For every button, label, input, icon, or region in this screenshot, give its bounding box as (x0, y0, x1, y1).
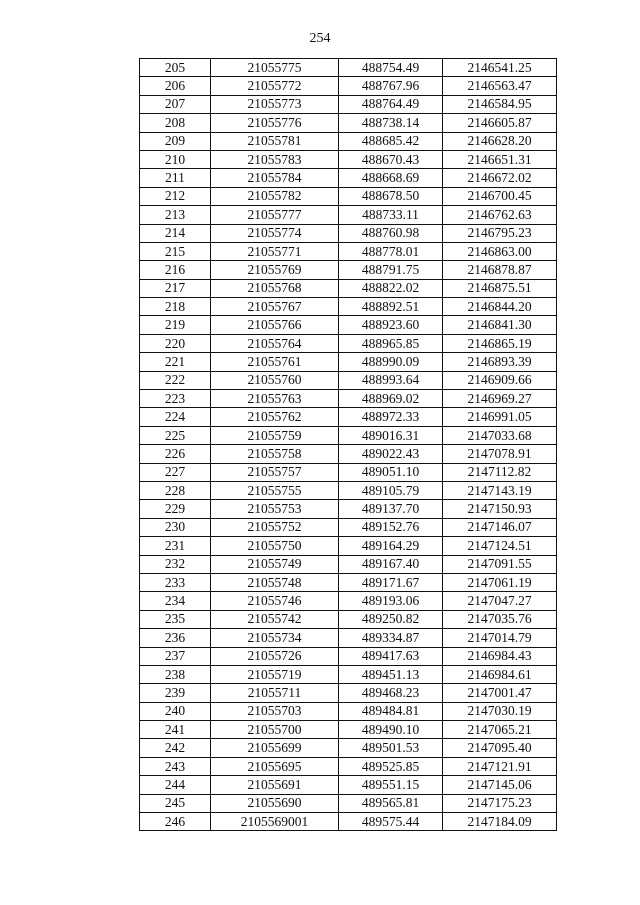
table-row (140, 757, 557, 775)
y-coordinate-cell: 2147150.93 (443, 500, 557, 518)
table-row (140, 629, 557, 647)
table-row (140, 279, 557, 297)
table-row (140, 573, 557, 591)
page-number: 254 (309, 31, 331, 46)
row-index-cell: 226 (140, 445, 211, 463)
y-coordinate-cell: 2147112.82 (443, 463, 557, 481)
row-index-cell: 220 (140, 334, 211, 352)
y-coordinate-cell: 2146893.39 (443, 353, 557, 371)
x-coordinate-cell: 488822.02 (339, 279, 443, 297)
row-index-cell: 239 (140, 684, 211, 702)
x-coordinate-cell: 488733.11 (339, 206, 443, 224)
table-row (140, 721, 557, 739)
y-coordinate-cell: 2146584.95 (443, 95, 557, 113)
code-cell: 21055719 (211, 665, 339, 683)
row-index-cell: 215 (140, 242, 211, 260)
x-coordinate-cell: 488754.49 (339, 59, 443, 77)
y-coordinate-cell: 2147033.68 (443, 426, 557, 444)
code-cell: 21055695 (211, 757, 339, 775)
code-cell: 21055699 (211, 739, 339, 757)
row-index-cell: 219 (140, 316, 211, 334)
code-cell: 21055700 (211, 721, 339, 739)
code-cell: 2105569001 (211, 813, 339, 831)
y-coordinate-cell: 2147030.19 (443, 702, 557, 720)
row-index-cell: 222 (140, 371, 211, 389)
x-coordinate-cell: 489451.13 (339, 665, 443, 683)
row-index-cell: 231 (140, 537, 211, 555)
code-cell: 21055752 (211, 518, 339, 536)
row-index-cell: 212 (140, 187, 211, 205)
x-coordinate-cell: 489417.63 (339, 647, 443, 665)
row-index-cell: 242 (140, 739, 211, 757)
table-row (140, 316, 557, 334)
table-row (140, 813, 557, 831)
row-index-cell: 205 (140, 59, 211, 77)
table-row (140, 794, 557, 812)
row-index-cell: 221 (140, 353, 211, 371)
table-row (140, 702, 557, 720)
table-row (140, 665, 557, 683)
y-coordinate-cell: 2147143.19 (443, 481, 557, 499)
x-coordinate-cell: 489565.81 (339, 794, 443, 812)
x-coordinate-cell: 488767.96 (339, 77, 443, 95)
table-row (140, 500, 557, 518)
table-row (140, 59, 557, 77)
row-index-cell: 210 (140, 150, 211, 168)
code-cell: 21055753 (211, 500, 339, 518)
y-coordinate-cell: 2146541.25 (443, 59, 557, 77)
x-coordinate-cell: 488965.85 (339, 334, 443, 352)
y-coordinate-cell: 2146865.19 (443, 334, 557, 352)
code-cell: 21055773 (211, 95, 339, 113)
y-coordinate-cell: 2146969.27 (443, 390, 557, 408)
row-index-cell: 243 (140, 757, 211, 775)
row-index-cell: 229 (140, 500, 211, 518)
row-index-cell: 216 (140, 261, 211, 279)
x-coordinate-cell: 489152.76 (339, 518, 443, 536)
x-coordinate-cell: 489484.81 (339, 702, 443, 720)
x-coordinate-cell: 488969.02 (339, 390, 443, 408)
x-coordinate-cell: 489551.15 (339, 776, 443, 794)
code-cell: 21055777 (211, 206, 339, 224)
x-coordinate-cell: 488778.01 (339, 242, 443, 260)
x-coordinate-cell: 489016.31 (339, 426, 443, 444)
x-coordinate-cell: 488923.60 (339, 316, 443, 334)
y-coordinate-cell: 2146984.43 (443, 647, 557, 665)
y-coordinate-cell: 2146605.87 (443, 114, 557, 132)
code-cell: 21055763 (211, 390, 339, 408)
row-index-cell: 233 (140, 573, 211, 591)
table-row (140, 555, 557, 573)
table-row (140, 518, 557, 536)
code-cell: 21055769 (211, 261, 339, 279)
row-index-cell: 234 (140, 592, 211, 610)
x-coordinate-cell: 489167.40 (339, 555, 443, 573)
code-cell: 21055734 (211, 629, 339, 647)
row-index-cell: 208 (140, 114, 211, 132)
table-row (140, 261, 557, 279)
table-row (140, 132, 557, 150)
row-index-cell: 223 (140, 390, 211, 408)
x-coordinate-cell: 489193.06 (339, 592, 443, 610)
y-coordinate-cell: 2146878.87 (443, 261, 557, 279)
table-row (140, 426, 557, 444)
table-row (140, 684, 557, 702)
y-coordinate-cell: 2147014.79 (443, 629, 557, 647)
code-cell: 21055760 (211, 371, 339, 389)
coordinates-table-body (140, 59, 557, 831)
row-index-cell: 218 (140, 298, 211, 316)
code-cell: 21055690 (211, 794, 339, 812)
code-cell: 21055755 (211, 481, 339, 499)
row-index-cell: 241 (140, 721, 211, 739)
code-cell: 21055758 (211, 445, 339, 463)
y-coordinate-cell: 2147145.06 (443, 776, 557, 794)
y-coordinate-cell: 2146795.23 (443, 224, 557, 242)
row-index-cell: 214 (140, 224, 211, 242)
y-coordinate-cell: 2146672.02 (443, 169, 557, 187)
table-row (140, 463, 557, 481)
code-cell: 21055767 (211, 298, 339, 316)
coordinates-table (139, 58, 557, 831)
x-coordinate-cell: 489164.29 (339, 537, 443, 555)
table-row (140, 537, 557, 555)
code-cell: 21055703 (211, 702, 339, 720)
code-cell: 21055784 (211, 169, 339, 187)
x-coordinate-cell: 488685.42 (339, 132, 443, 150)
y-coordinate-cell: 2147184.09 (443, 813, 557, 831)
code-cell: 21055726 (211, 647, 339, 665)
code-cell: 21055748 (211, 573, 339, 591)
code-cell: 21055772 (211, 77, 339, 95)
table-row (140, 95, 557, 113)
table-row (140, 408, 557, 426)
y-coordinate-cell: 2147065.21 (443, 721, 557, 739)
x-coordinate-cell: 488764.49 (339, 95, 443, 113)
y-coordinate-cell: 2147001.47 (443, 684, 557, 702)
x-coordinate-cell: 488993.64 (339, 371, 443, 389)
row-index-cell: 238 (140, 665, 211, 683)
table-row (140, 114, 557, 132)
table-row (140, 776, 557, 794)
y-coordinate-cell: 2147121.91 (443, 757, 557, 775)
x-coordinate-cell: 489250.82 (339, 610, 443, 628)
table-row (140, 371, 557, 389)
y-coordinate-cell: 2147146.07 (443, 518, 557, 536)
x-coordinate-cell: 489051.10 (339, 463, 443, 481)
row-index-cell: 207 (140, 95, 211, 113)
row-index-cell: 209 (140, 132, 211, 150)
code-cell: 21055691 (211, 776, 339, 794)
table-row (140, 647, 557, 665)
row-index-cell: 227 (140, 463, 211, 481)
y-coordinate-cell: 2146841.30 (443, 316, 557, 334)
x-coordinate-cell: 488972.33 (339, 408, 443, 426)
table-row (140, 610, 557, 628)
table-row (140, 739, 557, 757)
code-cell: 21055771 (211, 242, 339, 260)
table-row (140, 150, 557, 168)
table-row (140, 224, 557, 242)
x-coordinate-cell: 489137.70 (339, 500, 443, 518)
y-coordinate-cell: 2146909.66 (443, 371, 557, 389)
x-coordinate-cell: 489105.79 (339, 481, 443, 499)
code-cell: 21055762 (211, 408, 339, 426)
y-coordinate-cell: 2146563.47 (443, 77, 557, 95)
x-coordinate-cell: 489490.10 (339, 721, 443, 739)
code-cell: 21055711 (211, 684, 339, 702)
table-row (140, 334, 557, 352)
code-cell: 21055759 (211, 426, 339, 444)
code-cell: 21055775 (211, 59, 339, 77)
y-coordinate-cell: 2146651.31 (443, 150, 557, 168)
row-index-cell: 213 (140, 206, 211, 224)
code-cell: 21055749 (211, 555, 339, 573)
x-coordinate-cell: 489468.23 (339, 684, 443, 702)
table-row (140, 187, 557, 205)
table-row (140, 445, 557, 463)
code-cell: 21055781 (211, 132, 339, 150)
x-coordinate-cell: 489525.85 (339, 757, 443, 775)
row-index-cell: 228 (140, 481, 211, 499)
row-index-cell: 244 (140, 776, 211, 794)
y-coordinate-cell: 2147095.40 (443, 739, 557, 757)
y-coordinate-cell: 2146875.51 (443, 279, 557, 297)
x-coordinate-cell: 488670.43 (339, 150, 443, 168)
row-index-cell: 235 (140, 610, 211, 628)
y-coordinate-cell: 2147061.19 (443, 573, 557, 591)
code-cell: 21055757 (211, 463, 339, 481)
y-coordinate-cell: 2147124.51 (443, 537, 557, 555)
y-coordinate-cell: 2146844.20 (443, 298, 557, 316)
x-coordinate-cell: 488668.69 (339, 169, 443, 187)
x-coordinate-cell: 488990.09 (339, 353, 443, 371)
row-index-cell: 236 (140, 629, 211, 647)
x-coordinate-cell: 489171.67 (339, 573, 443, 591)
code-cell: 21055776 (211, 114, 339, 132)
code-cell: 21055768 (211, 279, 339, 297)
table-row (140, 390, 557, 408)
y-coordinate-cell: 2146628.20 (443, 132, 557, 150)
row-index-cell: 245 (140, 794, 211, 812)
table-row (140, 353, 557, 371)
table-row (140, 77, 557, 95)
code-cell: 21055742 (211, 610, 339, 628)
code-cell: 21055746 (211, 592, 339, 610)
row-index-cell: 232 (140, 555, 211, 573)
code-cell: 21055774 (211, 224, 339, 242)
code-cell: 21055764 (211, 334, 339, 352)
code-cell: 21055782 (211, 187, 339, 205)
y-coordinate-cell: 2147175.23 (443, 794, 557, 812)
x-coordinate-cell: 489575.44 (339, 813, 443, 831)
x-coordinate-cell: 488791.75 (339, 261, 443, 279)
table-row (140, 242, 557, 260)
y-coordinate-cell: 2146991.05 (443, 408, 557, 426)
x-coordinate-cell: 489022.43 (339, 445, 443, 463)
table-row (140, 298, 557, 316)
code-cell: 21055761 (211, 353, 339, 371)
row-index-cell: 211 (140, 169, 211, 187)
code-cell: 21055766 (211, 316, 339, 334)
x-coordinate-cell: 488678.50 (339, 187, 443, 205)
y-coordinate-cell: 2146863.00 (443, 242, 557, 260)
table-row (140, 206, 557, 224)
row-index-cell: 224 (140, 408, 211, 426)
code-cell: 21055783 (211, 150, 339, 168)
row-index-cell: 230 (140, 518, 211, 536)
row-index-cell: 217 (140, 279, 211, 297)
table-row (140, 592, 557, 610)
row-index-cell: 240 (140, 702, 211, 720)
y-coordinate-cell: 2147091.55 (443, 555, 557, 573)
row-index-cell: 225 (140, 426, 211, 444)
y-coordinate-cell: 2147035.76 (443, 610, 557, 628)
y-coordinate-cell: 2147078.91 (443, 445, 557, 463)
y-coordinate-cell: 2146762.63 (443, 206, 557, 224)
y-coordinate-cell: 2147047.27 (443, 592, 557, 610)
x-coordinate-cell: 489334.87 (339, 629, 443, 647)
y-coordinate-cell: 2146700.45 (443, 187, 557, 205)
x-coordinate-cell: 488892.51 (339, 298, 443, 316)
x-coordinate-cell: 489501.53 (339, 739, 443, 757)
table-row (140, 169, 557, 187)
code-cell: 21055750 (211, 537, 339, 555)
x-coordinate-cell: 488738.14 (339, 114, 443, 132)
table-row (140, 481, 557, 499)
x-coordinate-cell: 488760.98 (339, 224, 443, 242)
row-index-cell: 246 (140, 813, 211, 831)
row-index-cell: 206 (140, 77, 211, 95)
y-coordinate-cell: 2146984.61 (443, 665, 557, 683)
row-index-cell: 237 (140, 647, 211, 665)
